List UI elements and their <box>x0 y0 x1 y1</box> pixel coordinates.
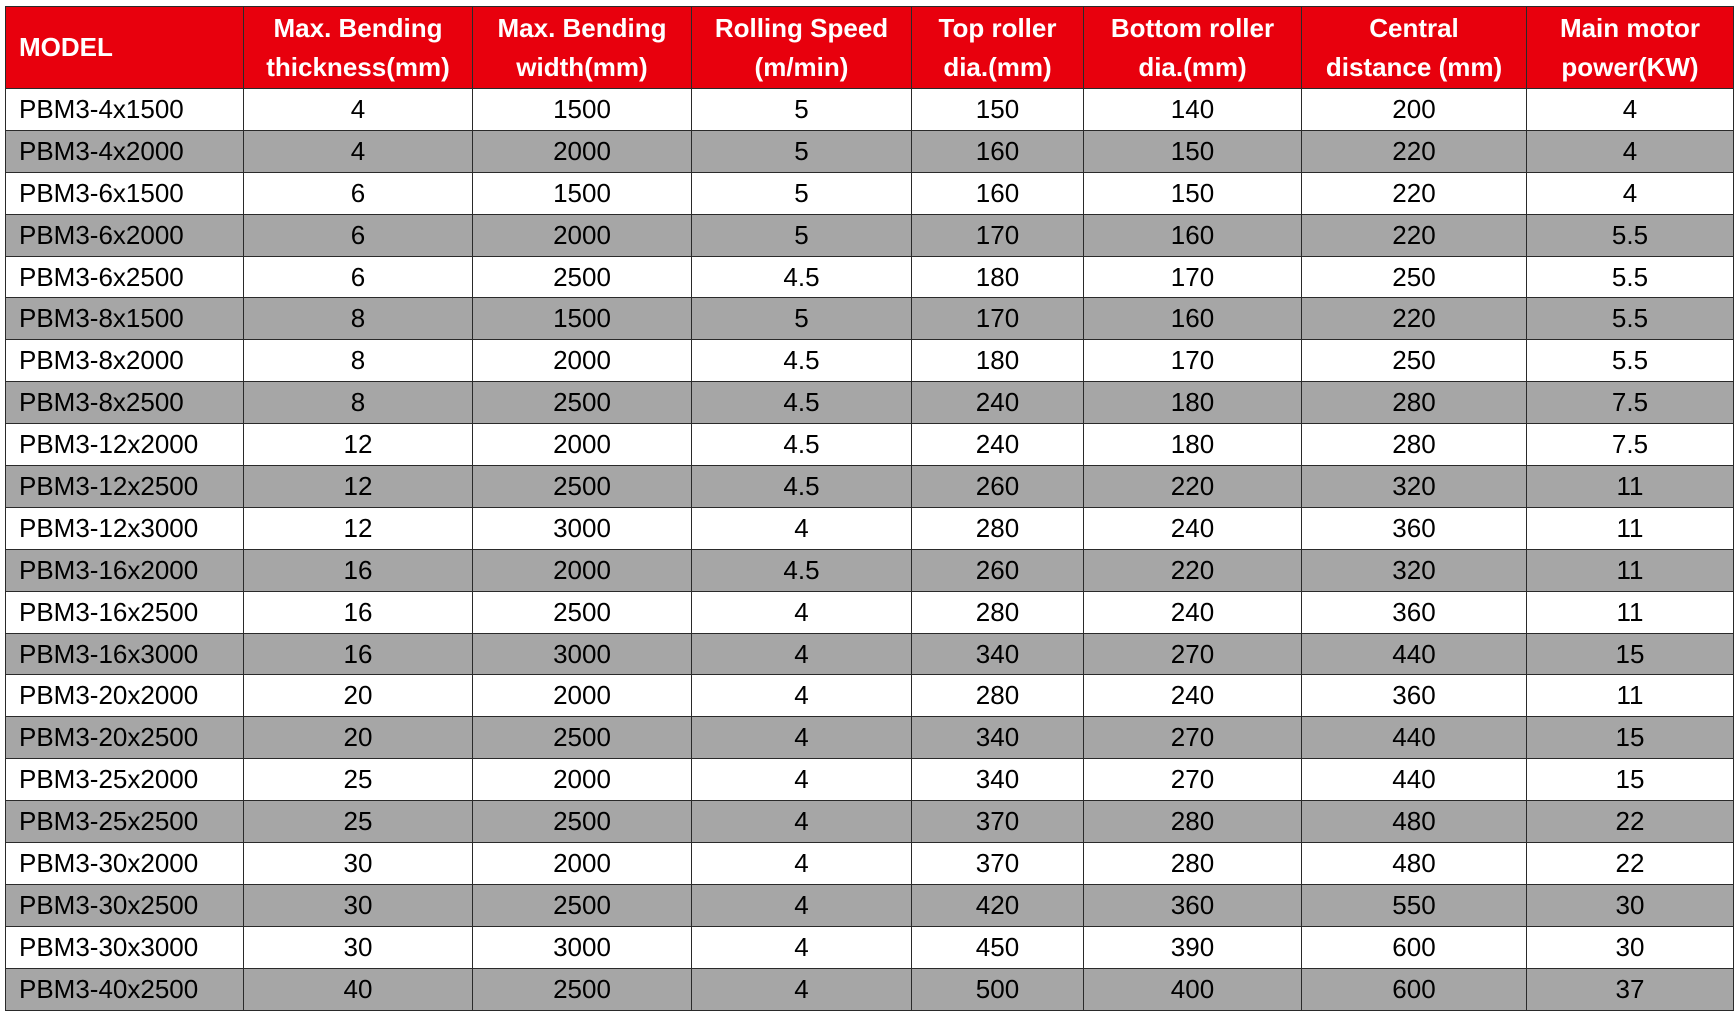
table-row <box>6 759 1734 801</box>
table-cell: 2500 <box>473 968 692 1010</box>
table-cell: 500 <box>912 968 1084 1010</box>
model-cell: PBM3-20x2000 <box>6 675 244 717</box>
table-cell: 340 <box>912 759 1084 801</box>
table-cell: 6 <box>244 172 473 214</box>
table-row <box>6 884 1734 926</box>
table-cell: 600 <box>1302 926 1527 968</box>
table-cell: 2500 <box>473 591 692 633</box>
table-cell: 180 <box>912 256 1084 298</box>
table-cell: 30 <box>244 884 473 926</box>
table-cell: 440 <box>1302 633 1527 675</box>
table-cell: 360 <box>1302 591 1527 633</box>
table-cell: 22 <box>1527 843 1734 885</box>
model-cell: PBM3-4x2000 <box>6 130 244 172</box>
table-row <box>6 926 1734 968</box>
table-cell: 16 <box>244 633 473 675</box>
table-cell: 6 <box>244 214 473 256</box>
table-cell: 280 <box>912 507 1084 549</box>
table-header <box>6 7 1734 89</box>
table-cell: 40 <box>244 968 473 1010</box>
table-cell: 12 <box>244 424 473 466</box>
table-cell: 37 <box>1527 968 1734 1010</box>
table-row <box>6 549 1734 591</box>
table-cell: 4 <box>692 507 912 549</box>
model-cell: PBM3-6x2000 <box>6 214 244 256</box>
table-cell: 320 <box>1302 466 1527 508</box>
model-cell: PBM3-6x1500 <box>6 172 244 214</box>
table-cell: 7.5 <box>1527 424 1734 466</box>
table-cell: 280 <box>1084 801 1302 843</box>
table-cell: 270 <box>1084 633 1302 675</box>
table-cell: 280 <box>912 675 1084 717</box>
column-header: Max. Bending thickness(mm) <box>244 7 473 89</box>
table-cell: 240 <box>912 424 1084 466</box>
table-cell: 220 <box>1084 549 1302 591</box>
table-cell: 200 <box>1302 89 1527 131</box>
table-cell: 280 <box>1084 843 1302 885</box>
table-cell: 240 <box>1084 591 1302 633</box>
table-cell: 30 <box>1527 926 1734 968</box>
table-cell: 360 <box>1084 884 1302 926</box>
table-cell: 150 <box>1084 172 1302 214</box>
table-cell: 2000 <box>473 675 692 717</box>
table-row <box>6 591 1734 633</box>
table-cell: 1500 <box>473 172 692 214</box>
table-cell: 4 <box>692 759 912 801</box>
column-header: Bottom roller dia.(mm) <box>1084 7 1302 89</box>
model-cell: PBM3-30x2500 <box>6 884 244 926</box>
model-cell: PBM3-8x2000 <box>6 340 244 382</box>
table-cell: 220 <box>1302 172 1527 214</box>
table-row <box>6 843 1734 885</box>
table-cell: 3000 <box>473 926 692 968</box>
table-cell: 4 <box>692 843 912 885</box>
table-row <box>6 214 1734 256</box>
table-cell: 420 <box>912 884 1084 926</box>
table-cell: 150 <box>912 89 1084 131</box>
table-cell: 220 <box>1084 466 1302 508</box>
table-row <box>6 633 1734 675</box>
table-cell: 11 <box>1527 507 1734 549</box>
table-cell: 2500 <box>473 801 692 843</box>
table-cell: 15 <box>1527 717 1734 759</box>
table-body <box>6 89 1734 1011</box>
table-cell: 360 <box>1302 675 1527 717</box>
table-cell: 2500 <box>473 466 692 508</box>
table-cell: 2000 <box>473 130 692 172</box>
table-cell: 4 <box>692 801 912 843</box>
table-cell: 5.5 <box>1527 298 1734 340</box>
table-cell: 320 <box>1302 549 1527 591</box>
table-row <box>6 130 1734 172</box>
table-cell: 280 <box>1302 382 1527 424</box>
table-cell: 20 <box>244 675 473 717</box>
table-cell: 4.5 <box>692 256 912 298</box>
table-cell: 260 <box>912 466 1084 508</box>
table-row <box>6 466 1734 508</box>
table-cell: 2000 <box>473 340 692 382</box>
table-cell: 160 <box>912 172 1084 214</box>
column-header: Top roller dia.(mm) <box>912 7 1084 89</box>
table-cell: 4 <box>1527 89 1734 131</box>
table-cell: 2500 <box>473 884 692 926</box>
table-cell: 2000 <box>473 759 692 801</box>
model-cell: PBM3-16x2500 <box>6 591 244 633</box>
table-cell: 12 <box>244 466 473 508</box>
table-cell: 280 <box>1302 424 1527 466</box>
table-cell: 15 <box>1527 759 1734 801</box>
table-cell: 340 <box>912 633 1084 675</box>
table-cell: 11 <box>1527 466 1734 508</box>
table-cell: 3000 <box>473 507 692 549</box>
table-cell: 4 <box>1527 130 1734 172</box>
column-header: Max. Bending width(mm) <box>473 7 692 89</box>
table-cell: 160 <box>912 130 1084 172</box>
table-row <box>6 298 1734 340</box>
table-cell: 8 <box>244 382 473 424</box>
model-cell: PBM3-25x2000 <box>6 759 244 801</box>
table-cell: 450 <box>912 926 1084 968</box>
model-cell: PBM3-30x3000 <box>6 926 244 968</box>
table-cell: 480 <box>1302 801 1527 843</box>
table-cell: 4 <box>692 926 912 968</box>
table-cell: 5.5 <box>1527 340 1734 382</box>
header-row <box>6 7 1734 89</box>
table-cell: 1500 <box>473 89 692 131</box>
model-cell: PBM3-30x2000 <box>6 843 244 885</box>
table-cell: 180 <box>1084 424 1302 466</box>
table-row <box>6 382 1734 424</box>
model-cell: PBM3-20x2500 <box>6 717 244 759</box>
table-row <box>6 801 1734 843</box>
table-cell: 170 <box>912 214 1084 256</box>
table-cell: 15 <box>1527 633 1734 675</box>
table-row <box>6 675 1734 717</box>
table-row <box>6 340 1734 382</box>
table-cell: 4 <box>1527 172 1734 214</box>
table-cell: 2500 <box>473 382 692 424</box>
model-cell: PBM3-8x1500 <box>6 298 244 340</box>
model-cell: PBM3-25x2500 <box>6 801 244 843</box>
table-cell: 4 <box>692 884 912 926</box>
table-cell: 12 <box>244 507 473 549</box>
table-cell: 5 <box>692 298 912 340</box>
table-cell: 30 <box>1527 884 1734 926</box>
column-header: Main motor power(KW) <box>1527 7 1734 89</box>
table-cell: 2000 <box>473 214 692 256</box>
table-cell: 5 <box>692 214 912 256</box>
table-cell: 270 <box>1084 759 1302 801</box>
table-row <box>6 507 1734 549</box>
table-cell: 240 <box>1084 675 1302 717</box>
table-cell: 4 <box>244 130 473 172</box>
table-cell: 4 <box>692 591 912 633</box>
column-header: MODEL <box>6 7 244 89</box>
table-cell: 5 <box>692 130 912 172</box>
table-cell: 5.5 <box>1527 214 1734 256</box>
table-cell: 16 <box>244 591 473 633</box>
table-cell: 480 <box>1302 843 1527 885</box>
table-cell: 170 <box>1084 256 1302 298</box>
table-cell: 25 <box>244 759 473 801</box>
table-cell: 240 <box>912 382 1084 424</box>
table-cell: 600 <box>1302 968 1527 1010</box>
model-cell: PBM3-4x1500 <box>6 89 244 131</box>
table-cell: 250 <box>1302 340 1527 382</box>
table-cell: 16 <box>244 549 473 591</box>
table-cell: 8 <box>244 298 473 340</box>
table-cell: 2500 <box>473 717 692 759</box>
column-header: Central distance (mm) <box>1302 7 1527 89</box>
table-cell: 22 <box>1527 801 1734 843</box>
table-cell: 11 <box>1527 591 1734 633</box>
table-cell: 6 <box>244 256 473 298</box>
table-cell: 270 <box>1084 717 1302 759</box>
table-cell: 220 <box>1302 214 1527 256</box>
table-cell: 280 <box>912 591 1084 633</box>
table-cell: 360 <box>1302 507 1527 549</box>
table-cell: 2000 <box>473 424 692 466</box>
model-cell: PBM3-16x3000 <box>6 633 244 675</box>
table-cell: 4.5 <box>692 340 912 382</box>
table-cell: 4 <box>692 968 912 1010</box>
table-cell: 220 <box>1302 298 1527 340</box>
table-row <box>6 968 1734 1010</box>
table-cell: 4.5 <box>692 382 912 424</box>
table-cell: 5.5 <box>1527 256 1734 298</box>
model-cell: PBM3-12x3000 <box>6 507 244 549</box>
model-cell: PBM3-6x2500 <box>6 256 244 298</box>
table-cell: 1500 <box>473 298 692 340</box>
table-cell: 400 <box>1084 968 1302 1010</box>
table-cell: 170 <box>912 298 1084 340</box>
table-cell: 4.5 <box>692 424 912 466</box>
specification-table <box>5 6 1734 1011</box>
table-cell: 440 <box>1302 759 1527 801</box>
table-cell: 4.5 <box>692 549 912 591</box>
table-row <box>6 172 1734 214</box>
table-row <box>6 89 1734 131</box>
table-row <box>6 424 1734 466</box>
table-cell: 4 <box>692 717 912 759</box>
table-cell: 7.5 <box>1527 382 1734 424</box>
table-cell: 30 <box>244 843 473 885</box>
table-cell: 4 <box>692 675 912 717</box>
table-cell: 340 <box>912 717 1084 759</box>
table-cell: 260 <box>912 549 1084 591</box>
table-cell: 160 <box>1084 298 1302 340</box>
table-cell: 2500 <box>473 256 692 298</box>
table-cell: 4 <box>692 633 912 675</box>
table-cell: 240 <box>1084 507 1302 549</box>
model-cell: PBM3-12x2000 <box>6 424 244 466</box>
table-cell: 2000 <box>473 843 692 885</box>
table-cell: 8 <box>244 340 473 382</box>
column-header: Rolling Speed (m/min) <box>692 7 912 89</box>
table-cell: 220 <box>1302 130 1527 172</box>
table-cell: 250 <box>1302 256 1527 298</box>
model-cell: PBM3-40x2500 <box>6 968 244 1010</box>
table-cell: 370 <box>912 843 1084 885</box>
table-cell: 180 <box>1084 382 1302 424</box>
table-cell: 11 <box>1527 675 1734 717</box>
table-row <box>6 256 1734 298</box>
model-cell: PBM3-8x2500 <box>6 382 244 424</box>
table-cell: 550 <box>1302 884 1527 926</box>
table-cell: 4 <box>244 89 473 131</box>
model-cell: PBM3-12x2500 <box>6 466 244 508</box>
table-cell: 140 <box>1084 89 1302 131</box>
table-cell: 5 <box>692 89 912 131</box>
table-cell: 170 <box>1084 340 1302 382</box>
table-cell: 4.5 <box>692 466 912 508</box>
table-cell: 440 <box>1302 717 1527 759</box>
table-cell: 25 <box>244 801 473 843</box>
table-cell: 3000 <box>473 633 692 675</box>
table-cell: 150 <box>1084 130 1302 172</box>
table-cell: 2000 <box>473 549 692 591</box>
table-cell: 370 <box>912 801 1084 843</box>
table-cell: 11 <box>1527 549 1734 591</box>
table-cell: 20 <box>244 717 473 759</box>
model-cell: PBM3-16x2000 <box>6 549 244 591</box>
table-cell: 30 <box>244 926 473 968</box>
table-cell: 160 <box>1084 214 1302 256</box>
table-cell: 390 <box>1084 926 1302 968</box>
table-cell: 5 <box>692 172 912 214</box>
table-cell: 180 <box>912 340 1084 382</box>
table-row <box>6 717 1734 759</box>
